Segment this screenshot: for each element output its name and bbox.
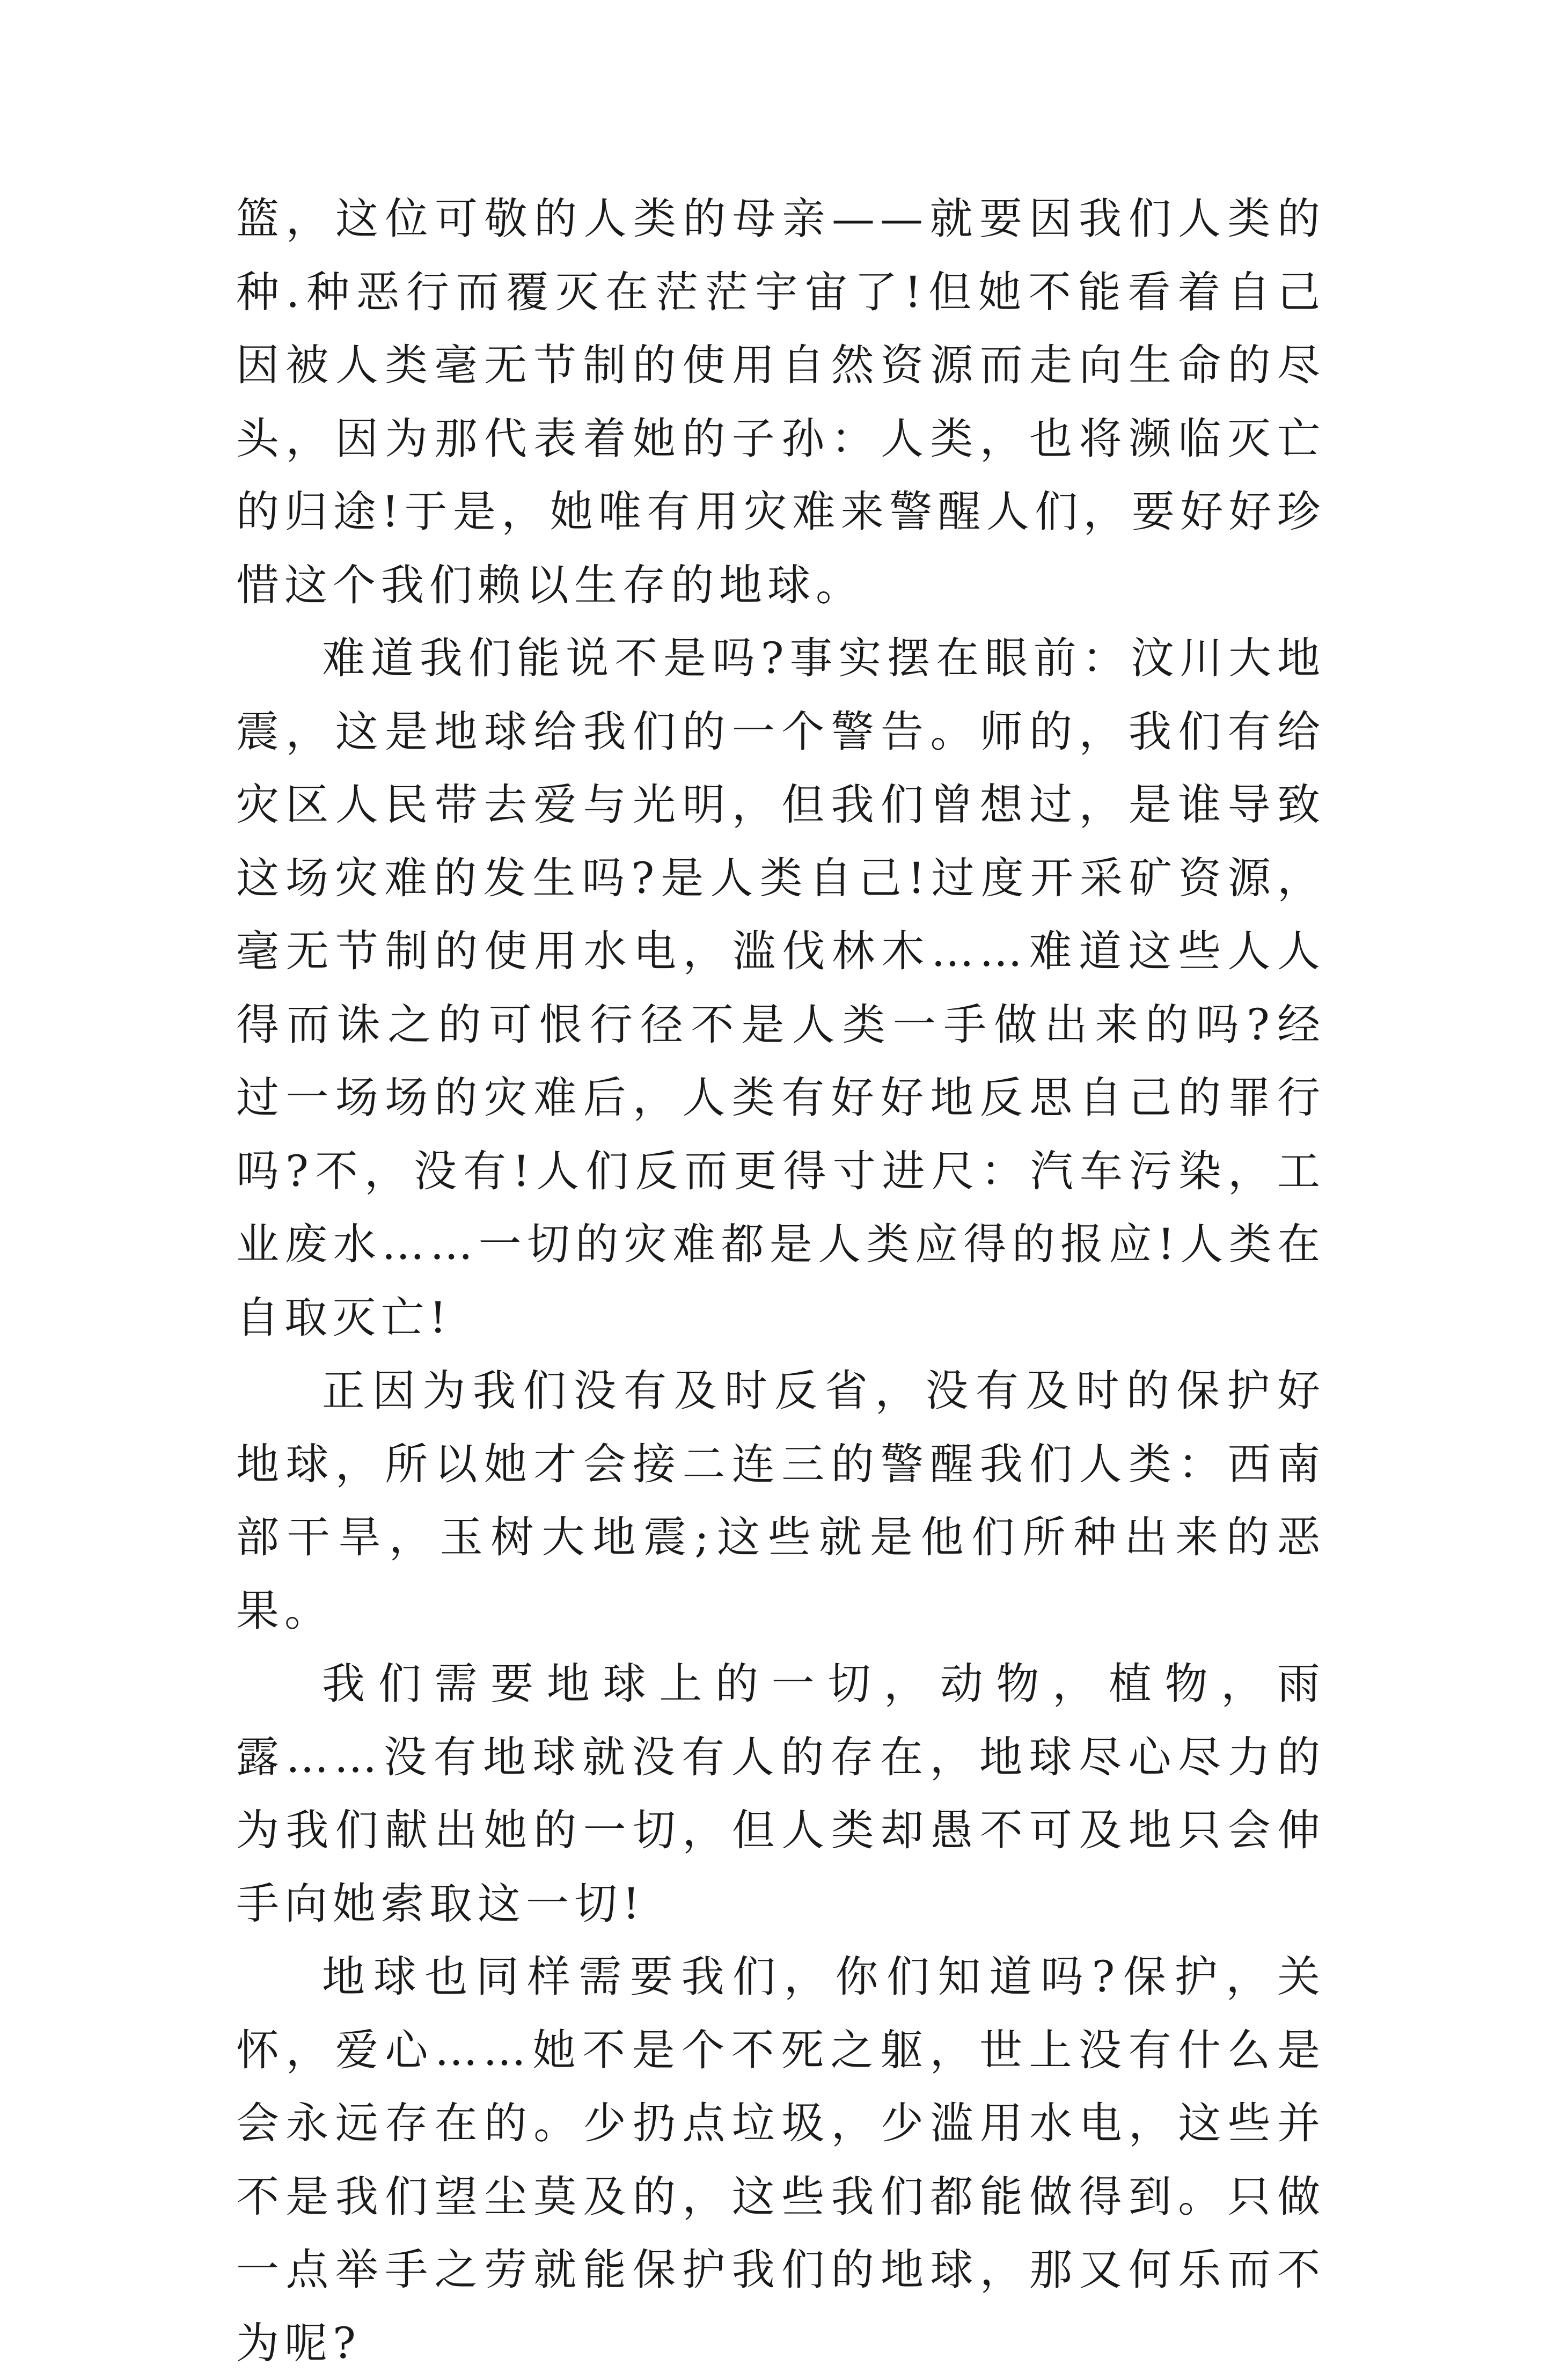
document-body: [236, 182, 1325, 2380]
paragraph-1: 篮，这位可敬的人类的母亲——就要因我们人类的种.种恶行而覆灭在茫茫宇宙了!但她不能看着自己因被人类毫无节制的使用自然资源而走向生命的尽头，因为那代表着她的子孙：人类，也将濒临灭亡的归途!于是，她唯有用灾难来警醒人们，要好好珍惜这个我们赖以生存的地球。: [236, 194, 1325, 610]
paragraph-2: 难道我们能说不是吗?事实摆在眼前：汶川大地震，这是地球给我们的一个警告。师的，我们有给灾区人民带去爱与光明，但我们曾想过，是谁导致这场灾难的发生吗?是人类自己!过度开采矿资源，毫无节制的使用水电，滥伐林木……难道这些人人得而诛之的可恨行径不是人类一手做出来的吗?经过一场场的灾难后，人类有好好地反思自己的罪行吗?不，没有!人们反而更得寸进尺：汽车污染，工业废水……一切的灾难都是人类应得的报应!人类在自取灭亡!: [236, 633, 1325, 1343]
paragraph-5: 地球也同样需要我们，你们知道吗?保护，关怀，爱心……她不是个不死之躯，世上没有什么是会永远存在的。少扔点垃圾，少滥用水电，这些并不是我们望尘莫及的，这些我们都能做得到。只做一点举手之劳就能保护我们的地球，那又何乐而不为呢?: [236, 1952, 1325, 2368]
paragraph-4: 我们需要地球上的一切，动物，植物，雨露……没有地球就没有人的存在，地球尽心尽力的为我们献出她的一切，但人类却愚不可及地只会伸手向她索取这一切!: [236, 1659, 1325, 1929]
paragraph-3: 正因为我们没有及时反省，没有及时的保护好地球，所以她才会接二连三的警醒我们人类：西南部干旱，玉树大地震;这些就是他们所种出来的恶果。: [236, 1366, 1325, 1636]
